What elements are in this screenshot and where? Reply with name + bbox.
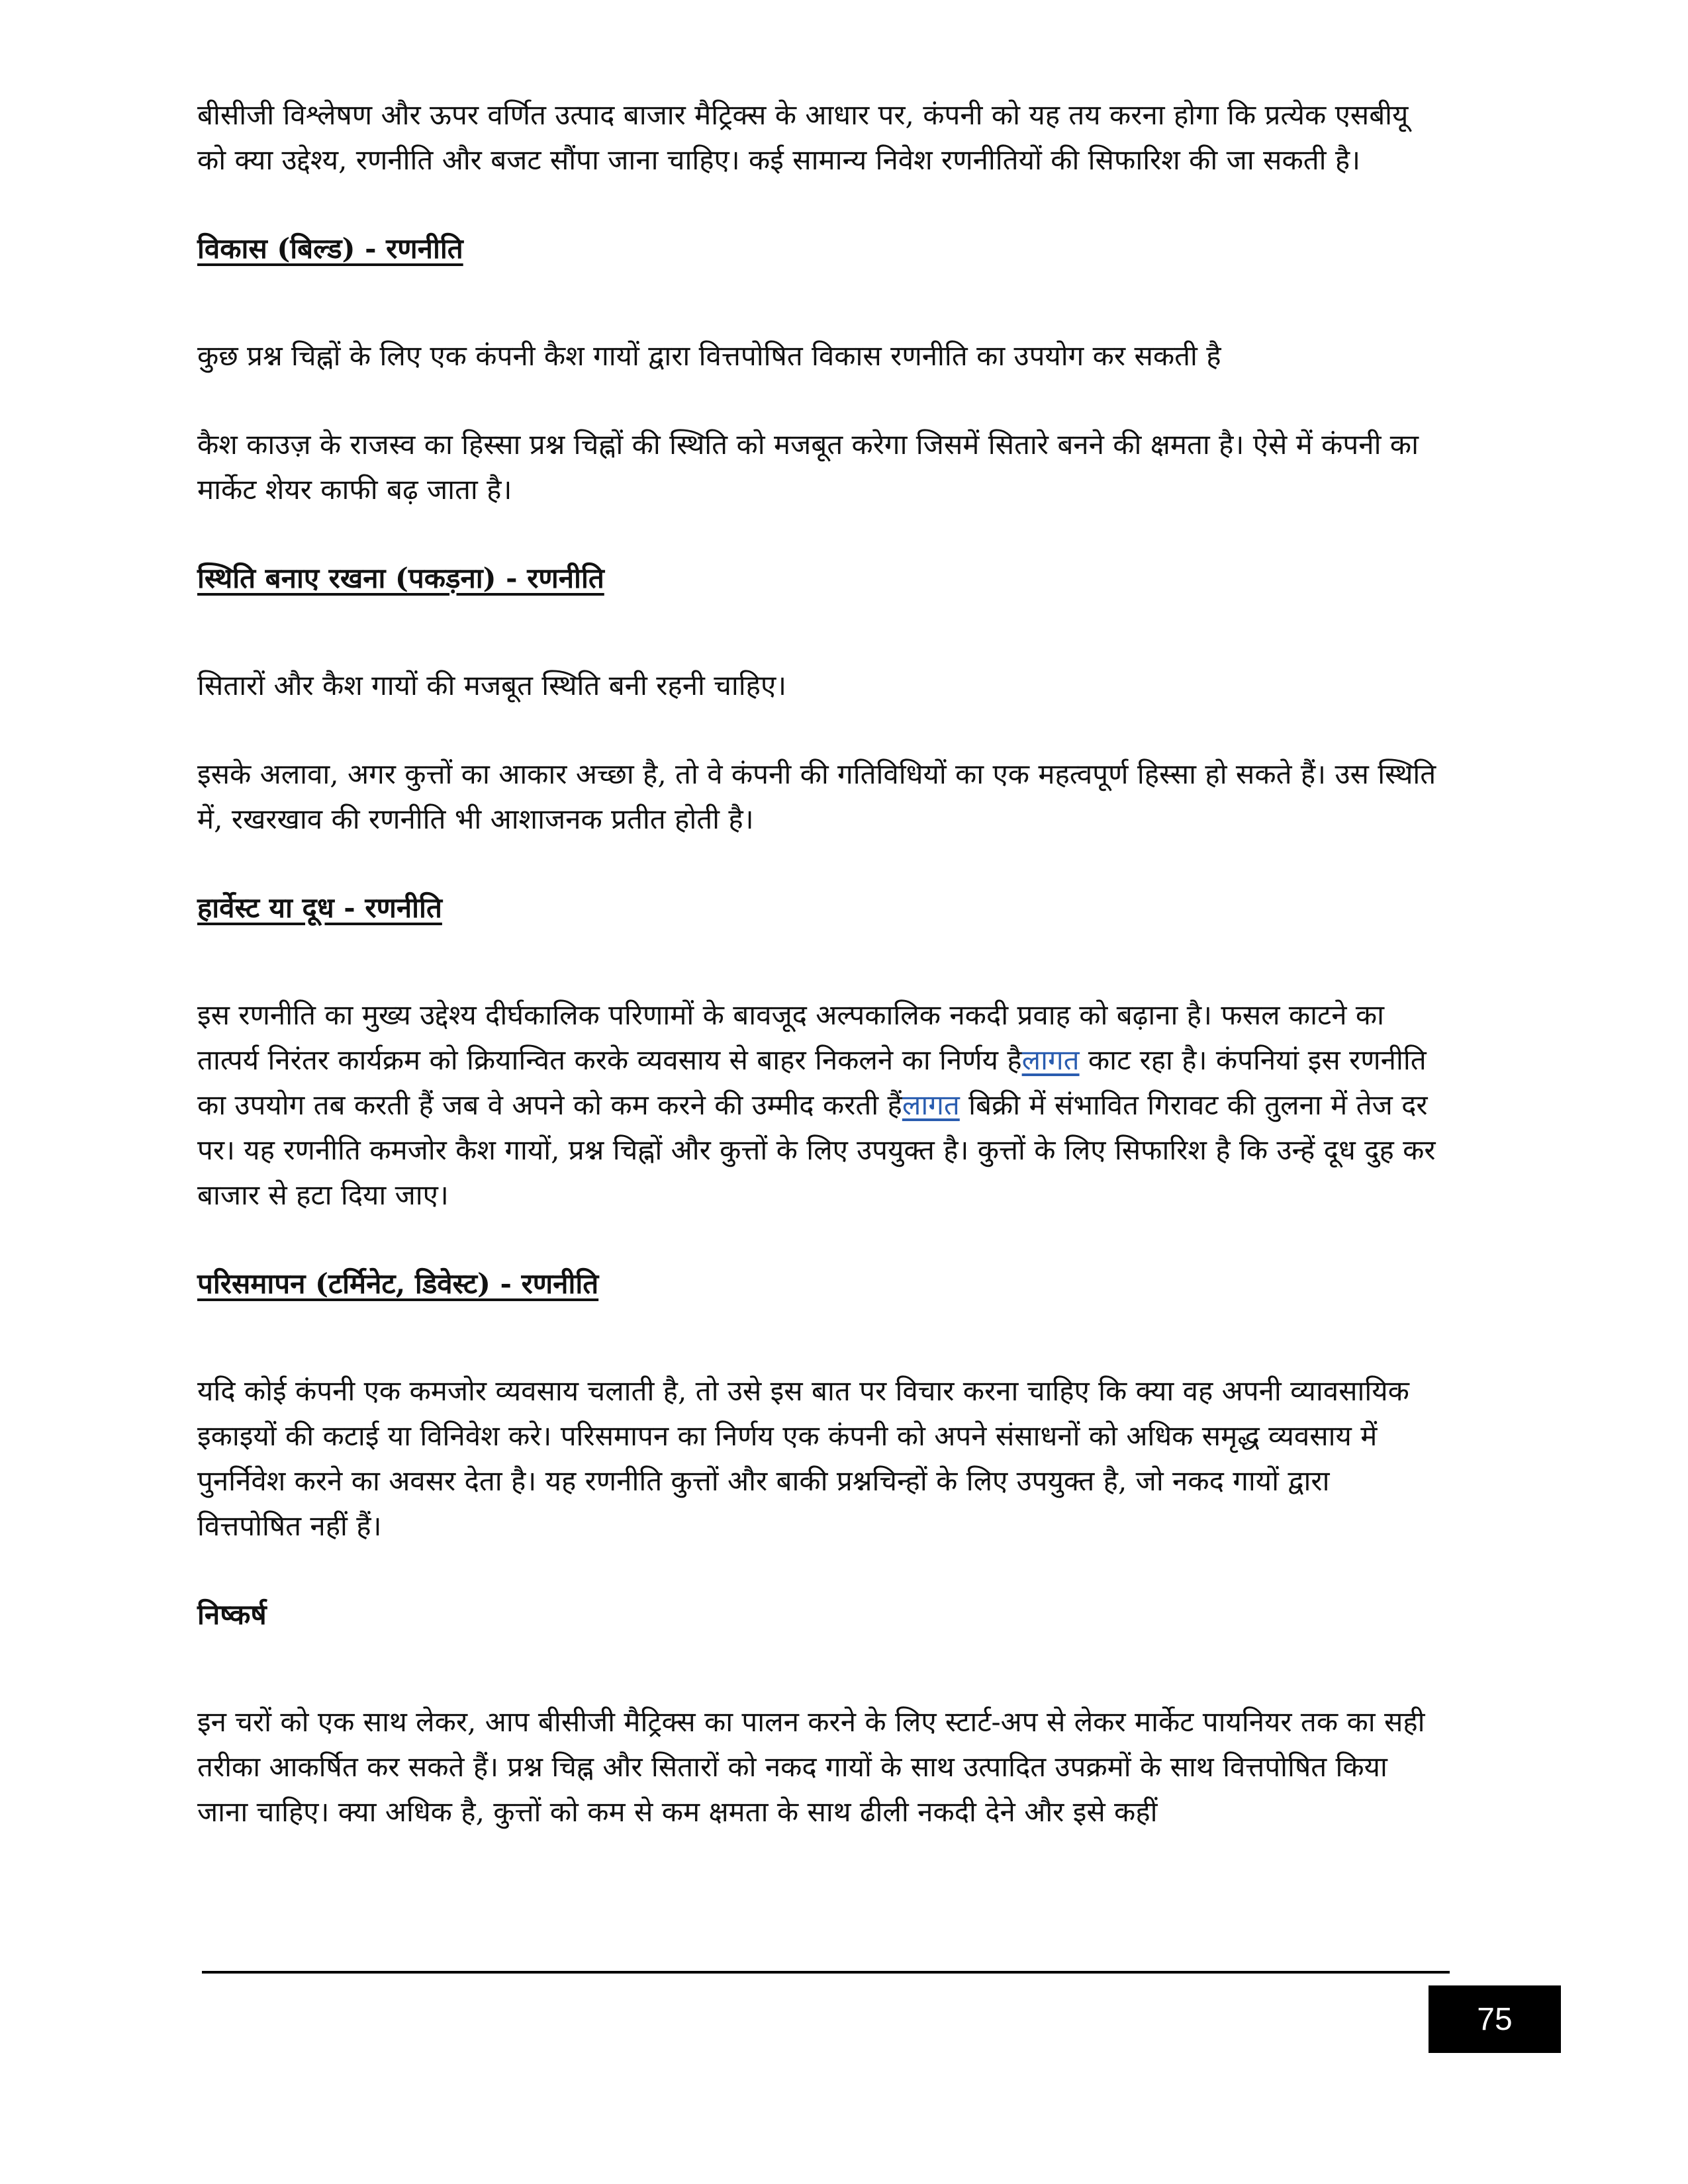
page-number: 75 xyxy=(1477,2001,1513,2037)
page-content xyxy=(197,93,1442,1878)
cost-link-2[interactable]: लागत xyxy=(902,1089,960,1121)
divest-paragraph: यदि कोई कंपनी एक कमजोर व्यवसाय चलाती है, तो उसे इस बात पर विचार करना चाहिए कि क्या वह अपनी व्यावसायिक इकाइयों की कटाई या विनिवेश करे। परिसमापन का निर्णय एक कंपनी को अपने संसाधनों को अधिक समृद्ध व्यवसाय में पुनर्निवेश करने का अवसर देता है। यह रणनीति कुत्तों और बाकी प्रश्नचिन्हों के लिए उपयुक्त है, जो नकद गायों द्वारा वित्तपोषित नहीं हैं। xyxy=(197,1375,1409,1542)
harvest-paragraph xyxy=(197,993,1442,1218)
harvest-text-c: बिक्री में संभावित गिरावट की तुलना में तेज दर पर। यह रणनीति कमजोर कैश गायों, प्रश्न चिह्नों और कुत्तों के लिए उपयुक्त है। कुत्तों के लिए सिफारिश है कि उन्हें दूध दुह कर बाजार से हटा दिया जाए। xyxy=(197,1089,1436,1211)
harvest-text-b: काट रहा है। कंपनियां इस रणनीति का उपयोग तब करती हैं जब वे अपने को कम करने की उम्मीद करती हैं xyxy=(197,1044,1427,1121)
footer-rule xyxy=(202,1971,1450,1974)
heading-build-strategy: विकास (बिल्ड) - रणनीति xyxy=(197,232,463,265)
intro-paragraph: बीसीजी विश्लेषण और ऊपर वर्णित उत्पाद बाजार मैट्रिक्स के आधार पर, कंपनी को यह तय करना होगा कि प्रत्येक एसबीयू को क्या उद्देश्य, रणनीति और बजट सौंपा जाना चाहिए। कई सामान्य निवेश रणनीतियों की सिफारिश की जा सकती है। xyxy=(197,99,1409,176)
build-paragraph-2: कैश काउज़ के राजस्व का हिस्सा प्रश्न चिह्नों की स्थिति को मजबूत करेगा जिसमें सितारे बनने की क्षमता है। ऐसे में कंपनी का मार्केट शेयर काफी बढ़ जाता है। xyxy=(197,428,1419,506)
hold-paragraph-1: सितारों और कैश गायों की मजबूत स्थिति बनी रहनी चाहिए। xyxy=(197,669,787,702)
hold-paragraph-2: इसके अलावा, अगर कुत्तों का आकार अच्छा है, तो वे कंपनी की गतिविधियों का एक महत्वपूर्ण हिस्सा हो सकते हैं। उस स्थिति में, रखरखाव की रणनीति भी आशाजनक प्रतीत होती है। xyxy=(197,758,1436,835)
conclusion-paragraph: इन चरों को एक साथ लेकर, आप बीसीजी मैट्रिक्स का पालन करने के लिए स्टार्ट-अप से लेकर मार्केट पायनियर तक का सही तरीका आकर्षित कर सकते हैं। प्रश्न चिह्न और सितारों को नकद गायों के साथ उत्पादित उपक्रमों के साथ वित्तपोषित किया जाना चाहिए। क्या अधिक है, कुत्तों को कम से कम क्षमता के साथ ढीली नकदी देने और इसे कहीं xyxy=(197,1706,1425,1828)
heading-harvest-strategy: हार्वेस्ट या दूध - रणनीति xyxy=(197,891,442,924)
heading-divest-strategy: परिसमापन (टर्मिनेट, डिवेस्ट) - रणनीति xyxy=(197,1267,599,1300)
harvest-text-a: इस रणनीति का मुख्य उद्देश्य दीर्घकालिक परिणामों के बावजूद अल्पकालिक नकदी प्रवाह को बढ़ाना है। फसल काटने का तात्पर्य निरंतर कार्यक्रम को क्रियान्वित करके व्यवसाय से बाहर निकलने का निर्णय है xyxy=(197,999,1385,1076)
build-paragraph-1: कुछ प्रश्न चिह्नों के लिए एक कंपनी कैश गायों द्वारा वित्तपोषित विकास रणनीति का उपयोग कर सकती है xyxy=(197,340,1221,372)
page-number-box xyxy=(1429,1985,1561,2053)
heading-conclusion: निष्कर्ष xyxy=(197,1598,267,1631)
heading-hold-strategy: स्थिति बनाए रखना (पकड़ना) - रणनीति xyxy=(197,562,604,594)
cost-link-1[interactable]: लागत xyxy=(1021,1044,1080,1076)
